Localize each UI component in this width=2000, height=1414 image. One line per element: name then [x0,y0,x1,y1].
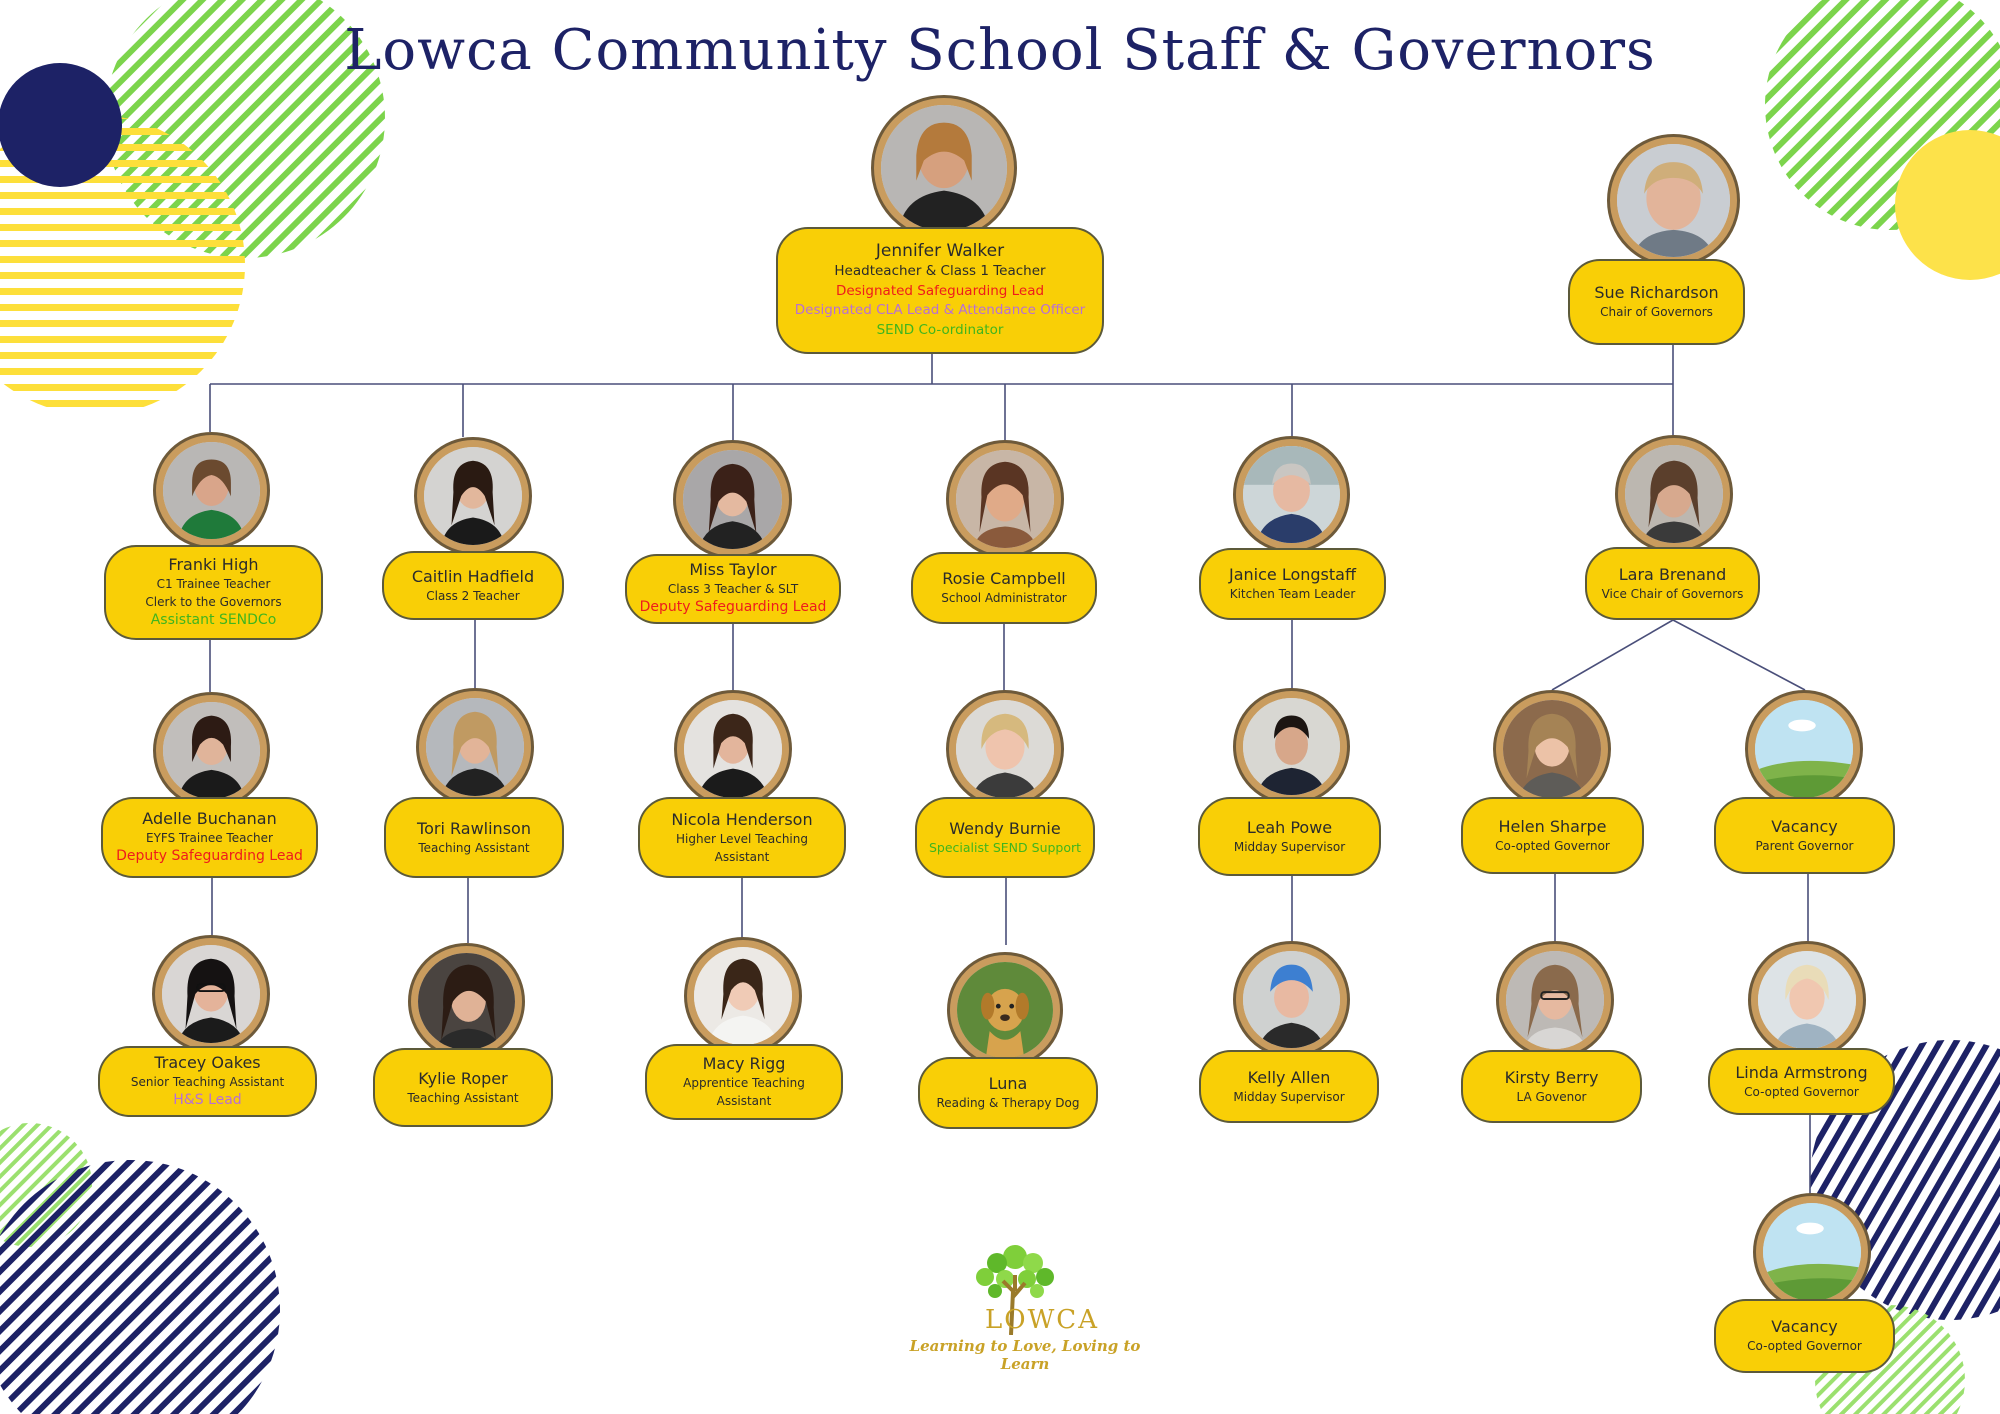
person-name: Kelly Allen [1247,1067,1331,1087]
card-leah-powe [1198,797,1381,876]
person-name: Nicola Henderson [671,809,813,829]
person-name: Kirsty Berry [1504,1067,1599,1087]
person-role: LA Govenor [1516,1089,1587,1104]
card-kelly-allen [1199,1050,1379,1123]
logo-wordmark: LOWCA [985,1305,1099,1335]
person-role-secondary: Clerk to the Governors [145,594,282,609]
person-role: Class 3 Teacher & SLT [667,582,799,597]
person-role: Reading & Therapy Dog [936,1096,1080,1110]
card-miss-taylor [625,554,841,624]
person-name: Luna [988,1074,1028,1093]
avatar-adelle-buchanan [153,692,270,809]
page-title: Lowca Community School Staff & Governors [344,18,1656,83]
person-name: Franki High [168,554,259,574]
avatar-kirsty-berry [1496,941,1614,1059]
person-name: Sue Richardson [1594,283,1719,302]
card-franki-high [104,545,323,640]
avatar-macy-rigg [684,937,802,1055]
avatar-kylie-roper [408,943,525,1060]
avatar-leah-powe [1233,688,1350,805]
person-role: Higher Level Teaching Assistant [676,831,808,864]
person-role: Co-opted Governor [1747,1339,1862,1353]
specialist-send-badge: Specialist SEND Support [928,839,1082,855]
person-name: Miss Taylor [689,560,777,580]
card-helen-sharpe [1461,797,1644,874]
card-adelle-buchanan [101,797,318,878]
card-tori-rawlinson [384,797,564,878]
person-name: Linda Armstrong [1735,1062,1868,1082]
cla-attendance-badge: Designated CLA Lead & Attendance Officer [794,302,1086,319]
person-role: Apprentice Teaching Assistant [683,1076,805,1108]
card-vacancy-parent-governor [1714,797,1895,874]
avatar-tori-rawlinson [416,688,534,806]
card-kirsty-berry [1461,1050,1642,1123]
card-vacancy-coopted-governor [1714,1299,1895,1373]
person-name: Wendy Burnie [949,818,1061,838]
person-name: Adelle Buchanan [142,808,277,828]
card-rosie-campbell [911,552,1097,624]
person-role: Class 2 Teacher [426,588,520,603]
avatar-jennifer-walker [871,95,1017,241]
avatar-rosie-campbell [946,440,1064,558]
person-role: Midday Supervisor [1233,839,1346,854]
person-role: Vice Chair of Governors [1601,586,1744,601]
person-role: Senior Teaching Assistant [130,1074,285,1089]
connector-line [1673,620,1805,690]
person-name: Caitlin Hadfield [411,566,535,586]
avatar-helen-sharpe [1493,690,1611,808]
deputy-safeguarding-badge: Deputy Safeguarding Lead [116,847,303,864]
card-macy-rigg [645,1044,843,1120]
person-name: Helen Sharpe [1498,816,1607,836]
person-name: Lara Brenand [1618,564,1727,584]
person-role: School Administrator [941,591,1067,605]
person-role: Headteacher & Class 1 Teacher [834,263,1046,279]
person-role: C1 Trainee Teacher [156,576,271,591]
card-wendy-burnie [915,797,1095,878]
person-role: Kitchen Team Leader [1229,587,1356,601]
person-role: Parent Governor [1755,838,1854,853]
avatar-franki-high [153,432,270,549]
hs-lead-badge: H&S Lead [173,1091,242,1108]
person-name: Vacancy [1771,1317,1838,1336]
person-role: EYFS Trainee Teacher [146,830,273,845]
avatar-nicola-henderson [674,690,792,808]
card-caitlin-hadfield [382,551,564,620]
avatar-tracey-oakes [152,935,270,1053]
card-jennifer-walker [776,227,1104,354]
card-sue-richardson [1568,259,1745,345]
school-logo [885,1235,1165,1373]
avatar-placeholder-landscape [1753,1193,1871,1311]
avatar-linda-armstrong [1748,941,1866,1059]
card-luna [918,1057,1098,1129]
card-linda-armstrong [1708,1048,1895,1115]
safeguarding-badge: Designated Safeguarding Lead [835,282,1045,299]
avatar-miss-taylor [673,440,792,559]
person-name: Tracey Oakes [154,1052,261,1072]
person-name: Tori Rawlinson [417,818,531,838]
person-role: Teaching Assistant [418,840,530,855]
card-janice-longstaff [1199,548,1386,620]
person-role: Teaching Assistant [407,1090,519,1105]
logo-motto: Learning to Love, Loving to Learn [909,1337,1141,1373]
send-badge: SEND Co-ordinator [876,321,1004,338]
card-nicola-henderson [638,797,846,878]
card-kylie-roper [373,1048,553,1127]
avatar-lara-brenand [1615,435,1733,553]
person-name: Janice Longstaff [1229,565,1356,584]
avatar-luna-dog [947,952,1063,1068]
card-tracey-oakes [98,1046,317,1117]
person-name: Rosie Campbell [942,569,1066,588]
card-lara-brenand [1585,547,1760,620]
avatar-placeholder-landscape [1745,690,1863,808]
person-role: Co-opted Governor [1495,838,1610,853]
person-role: Co-opted Governor [1744,1084,1859,1099]
person-name: Vacancy [1771,816,1838,836]
person-name: Jennifer Walker [875,240,1005,261]
assistant-sendco-badge: Assistant SENDCo [150,611,277,628]
avatar-sue-richardson [1607,134,1740,267]
person-name: Kylie Roper [418,1068,508,1088]
avatar-janice-longstaff [1233,436,1350,553]
person-name: Macy Rigg [702,1054,786,1073]
avatar-caitlin-hadfield [414,437,532,555]
connector-line [1552,620,1673,690]
deputy-safeguarding-badge: Deputy Safeguarding Lead [639,599,827,616]
person-role: Midday Supervisor [1233,1089,1345,1104]
person-name: Leah Powe [1246,817,1333,837]
avatar-wendy-burnie [946,690,1064,808]
avatar-kelly-allen [1233,941,1350,1058]
person-role: Chair of Governors [1600,305,1713,319]
